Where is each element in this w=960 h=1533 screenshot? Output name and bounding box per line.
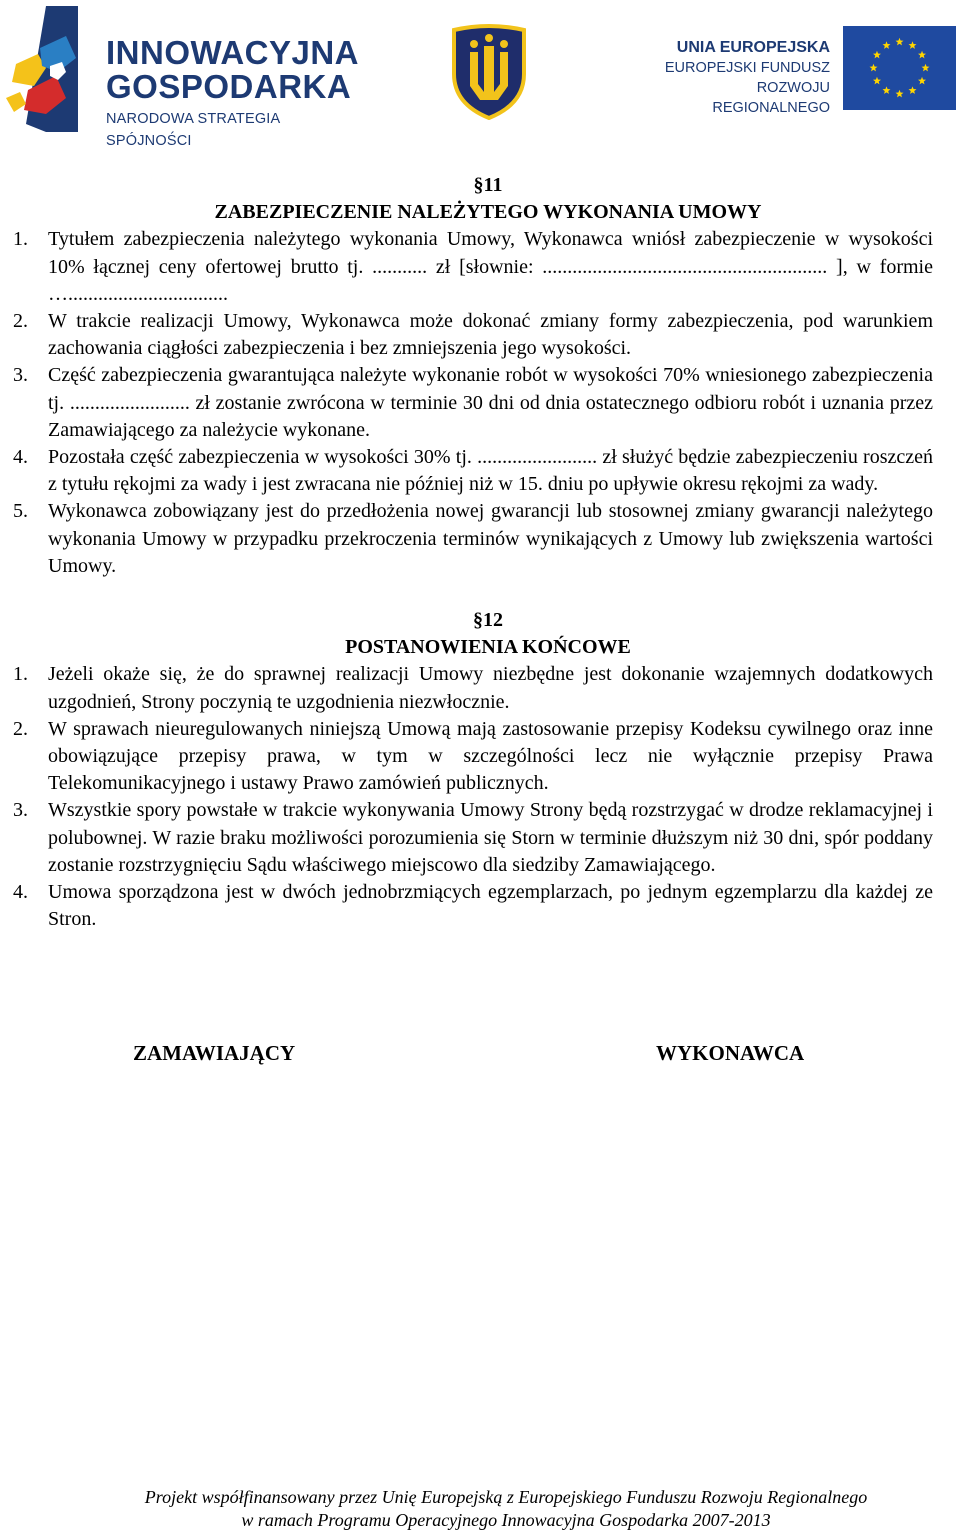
footer-line2: w ramach Programu Operacyjnego Innowacyjna Gospodarka 2007-2013 bbox=[241, 1510, 771, 1530]
list-item-number: 5. bbox=[13, 500, 28, 523]
list-item-text: Część zabezpieczenia gwarantująca należyte wykonanie robót w wysokości 70% wniesionego zabezpieczenia tj. ........................ zł zostanie zwrócona w terminie 30 dni od dnia ostatecznego odbioru robót i uznania przez Zamawiającego za należycie wykonane. bbox=[48, 364, 933, 441]
list-item-number: 1. bbox=[13, 228, 28, 251]
list-item bbox=[0, 362, 960, 444]
section-12-list bbox=[0, 661, 960, 933]
innowacyjna-gospodarka-logo bbox=[6, 6, 366, 149]
municipal-crest-icon bbox=[448, 22, 530, 120]
list-item-number: 3. bbox=[13, 364, 28, 387]
list-item-text: Tytułem zabezpieczenia należytego wykonania Umowy, Wykonawca wniósł zabezpieczenie w wysokości 10% łącznej ceny ofertowej brutto tj. ........... zł [słownie: ......................................................... ], w formie …................................ bbox=[48, 228, 933, 305]
list-item-number: 4. bbox=[13, 881, 28, 904]
list-item-text: W sprawach nieuregulowanych niniejszą Umową mają zastosowanie przepisy Kodeksu cywilnego oraz inne obowiązujące przepisy prawa, w tym w szczególności lecz nie wyłącznie przepisy Prawa Telekomunikacyjnego i ustawy Prawo zamówień publicznych. bbox=[48, 717, 933, 795]
page-header bbox=[0, 0, 960, 149]
list-item bbox=[0, 498, 960, 580]
list-item-number: 4. bbox=[13, 446, 28, 469]
program-logo-line3: NARODOWA STRATEGIA SPÓJNOŚCI bbox=[106, 111, 280, 149]
signature-zamawiajacy: ZAMAWIAJĄCY bbox=[133, 1041, 296, 1065]
list-item bbox=[0, 444, 960, 498]
program-logo-line1: INNOWACYJNA bbox=[106, 34, 360, 71]
list-item-number: 2. bbox=[13, 717, 28, 740]
eu-logo-line2: EUROPEJSKI FUNDUSZ bbox=[664, 60, 830, 76]
list-item bbox=[0, 308, 960, 362]
list-item-number: 3. bbox=[13, 799, 28, 822]
list-item-text: Jeżeli okaże się, że do sprawnej realizacji Umowy niezbędne jest dokonanie wzajemnych dodatkowych uzgodnień, Strony poczynią te uzgodnienia niezwłocznie. bbox=[48, 663, 933, 713]
section-11-number: §11 bbox=[473, 174, 503, 196]
program-logo-line2: GOSPODARKA bbox=[106, 68, 352, 105]
list-item-number: 2. bbox=[13, 310, 28, 333]
list-item-number: 1. bbox=[13, 663, 28, 686]
list-item bbox=[0, 661, 960, 715]
list-item-text: W trakcie realizacji Umowy, Wykonawca może dokonać zmiany formy zabezpieczenia, pod warunkiem zachowania ciągłości zabezpieczenia i bez zmniejszenia jego wysokości. bbox=[48, 310, 933, 360]
list-item bbox=[0, 716, 960, 798]
section-11-title: ZABEZPIECZENIE NALEŻYTEGO WYKONANIA UMOWY bbox=[214, 201, 762, 224]
section-12-title: POSTANOWIENIA KOŃCOWE bbox=[345, 636, 631, 659]
list-item-text: Pozostała część zabezpieczenia w wysokości 30% tj. ........................ zł służyć będzie zabezpieczeniu roszczeń z tytułu rękojmi za wady i jest zwracana nie później niż w 15. dniu po upływie okresu rękojmi za wady. bbox=[48, 446, 933, 496]
list-item-text: Umowa sporządzona jest w dwóch jednobrzmiących egzemplarzach, po jednym egzemplarzu dla każdej ze Stron. bbox=[48, 881, 933, 931]
section-11-list bbox=[0, 226, 960, 580]
list-item-text: Wszystkie spory powstałe w trakcie wykonywania Umowy Strony będą rozstrzygać w drodze reklamacyjnej i polubownej. W razie braku możliwości porozumienia się Storn w terminie dłuższym niż 30 dni, spór poddany zostanie rozstrzygnięciu Sądu właściwego miejscowo dla siedziby Zamawiającego. bbox=[48, 799, 933, 876]
list-item bbox=[0, 226, 960, 308]
eu-logo-line1: UNIA EUROPEJSKA bbox=[676, 39, 830, 56]
signature-wykonawca: WYKONAWCA bbox=[656, 1041, 805, 1065]
list-item bbox=[0, 797, 960, 879]
eu-flag-icon bbox=[843, 26, 956, 110]
eu-logo-line3: ROZWOJU REGIONALNEGO bbox=[712, 80, 830, 116]
eu-logo-text bbox=[636, 38, 830, 118]
page-footer bbox=[0, 1486, 960, 1532]
footer-line1: Projekt współfinansowany przez Unię Europejską z Europejskiego Funduszu Rozwoju Regionalnego bbox=[144, 1487, 868, 1507]
list-item bbox=[0, 879, 960, 933]
list-item-text: Wykonawca zobowiązany jest do przedłożenia nowej gwarancji lub stosownej zmiany gwarancji należytego wykonania Umowy w przypadku przekroczenia terminów wynikających z Umowy lub zwiększenia wartości Umowy. bbox=[48, 500, 933, 577]
document-body bbox=[0, 172, 960, 933]
innowacyjna-gospodarka-logo-icon bbox=[6, 6, 96, 132]
section-12-number: §12 bbox=[473, 609, 503, 632]
